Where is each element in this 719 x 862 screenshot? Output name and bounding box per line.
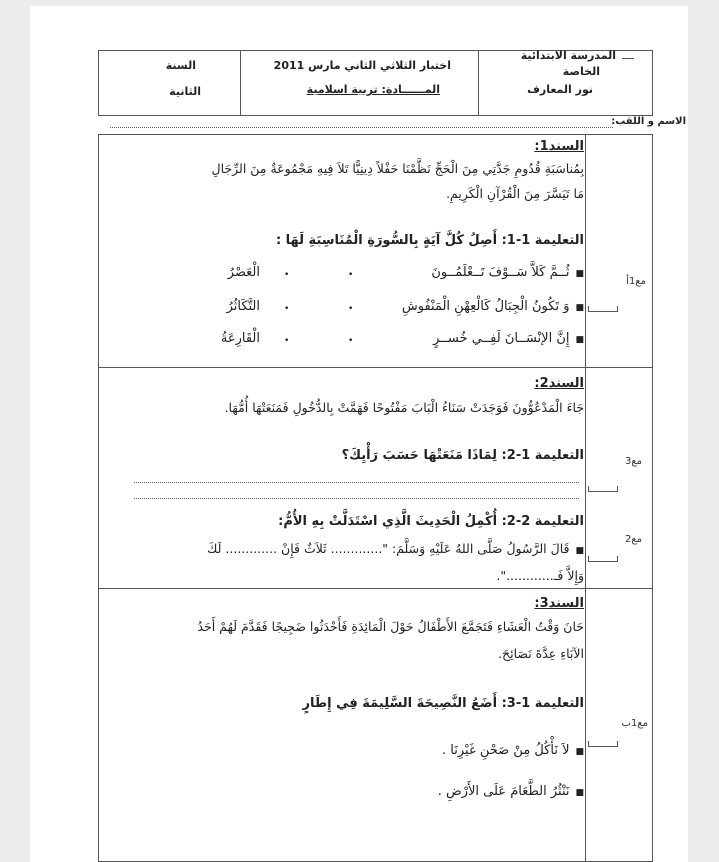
score-bracket — [588, 306, 618, 312]
verse-text: إِنَّ الإنْسَــانَ لَفِــي خُســرٍ — [433, 331, 570, 346]
header-divider-right — [478, 50, 479, 116]
verse-text: وَ تَكُونُ الْجِبَالُ كَالْعِهْنِ الْمَنْفُوشِ — [401, 299, 570, 314]
margin-divider — [585, 134, 586, 862]
school-name-line2: الخاصة — [562, 65, 600, 78]
answer-line-1[interactable] — [134, 482, 579, 483]
name-dotted-line — [110, 127, 613, 128]
school-name-line1: المدرسة الابتدائية — [520, 49, 616, 62]
score-bracket — [588, 486, 618, 492]
instruction-1-1: التعليمة 1-1: أَصِلُ كُلَّ آيَةٍ بِالسُّورَةِ الْمُنَاسِبَةِ لَهَا : — [275, 233, 584, 248]
match-dot: • — [348, 270, 354, 280]
section3-title: السند3: — [534, 596, 584, 611]
score-bracket — [588, 556, 618, 562]
criterion-mark-2: مع2 — [624, 534, 642, 545]
section2-text-line1: جَاءَ الْمَدْعُوُّونَ فَوَجَدَتْ سَنَاءُ الْبَابَ مَفْتُوحًا فَهَمَّتْ بِالدُّخُولِ فَمَنَعَتْهَا أُمُّهَا. — [224, 400, 584, 415]
match-dot: • — [348, 336, 354, 346]
bullet-icon: ■ — [575, 747, 584, 757]
hadith-line-2: وَإِلاَّ فَـ............". — [496, 568, 584, 583]
advice-text: لاَ نَأْكُلُ مِنْ صَحْنِ غَيْرِنَا . — [442, 743, 570, 758]
verse-item-1 — [431, 265, 584, 280]
instruction-3-1: التعليمة 1-3: أَضَعُ النَّصِيحَةَ السَّلِيمَةَ فِي إِطَارٍ — [302, 696, 584, 711]
bullet-icon: ■ — [575, 303, 584, 313]
header-divider-left — [240, 50, 241, 116]
advice-item-2 — [438, 784, 584, 799]
exam-sheet — [30, 6, 688, 862]
bullet-icon: ■ — [575, 788, 584, 798]
section1-text-line2: مَا تَيَسَّرَ مِنَ الْقُرْآنِ الْكَرِيمِ. — [446, 186, 584, 201]
section3-text-line2: الآبَاءِ عِدَّةَ نَصَائِحَ. — [498, 646, 584, 661]
section1-text-line1: بِمُناسَبَةِ قُدُومِ جَدَّتِي مِنَ الْحَجِّ نَظَّمْنَا حَفْلاً دِينِيًّا تَلاَ فِيهِ مَجْمُوعَةٌ مِنَ الرِّجَالِ — [211, 161, 584, 176]
advice-text: نَنْثُرُ الطَّعَامَ عَلَى الأَرْضِ . — [437, 784, 570, 799]
grade-label: السنة — [165, 59, 196, 72]
criterion-mark-1a: مع1أ — [626, 276, 646, 287]
criterion-mark-1b: مع1ب — [621, 718, 648, 729]
section2-title: السند2: — [534, 376, 584, 391]
bullet-icon: ■ — [575, 269, 584, 279]
hadith-line-1 — [207, 541, 584, 556]
bullet-icon: ■ — [575, 546, 584, 556]
hadith-start-text: قَالَ الرَّسُولُ صَلَّى اللهُ عَلَيْهِ وَسَلَّمَ: "............. ثَلاَثٌ فَإِنْ ............. لَكَ — [207, 541, 570, 556]
subject-line: المــــــادة: تربية اسلامية — [306, 83, 440, 96]
surah-item-2: التَّكَاثُرُ — [226, 299, 260, 314]
section-divider-2 — [98, 588, 653, 589]
exam-title: اختبار الثلاثي الثاني مارس 2011 — [273, 59, 451, 72]
name-label: الاسم و اللقب: — [611, 116, 686, 127]
instruction-2-1: التعليمة 1-2: لِمَاذَا مَنَعَتْهَا حَسَبَ رَأْيِكَ؟ — [341, 448, 584, 463]
grade-value: الثانية — [169, 85, 201, 98]
school-name-line3: نور المعارف — [527, 83, 593, 96]
match-dot: • — [284, 304, 290, 314]
section3-text-line1: حَانَ وَقْتُ الْعَشَاءِ فَتَجَمَّعَ الأَطْفَالُ حَوْلَ الْمَائِدَةِ فَأَحْدَثُوا ضَجِيجًا فَقَدَّمَ لَهُمْ أَحَدُ — [197, 619, 584, 634]
score-bracket — [588, 741, 618, 747]
bullet-icon: ■ — [575, 335, 584, 345]
header-dash — [622, 58, 634, 59]
instruction-2-2: التعليمة 2-2: أُكْمِلُ الْحَدِيثَ الَّذِي اسْتَدَلَّتْ بِهِ الأُمُّ: — [278, 514, 584, 529]
surah-item-1: الْعَصْرُ — [227, 265, 260, 280]
section1-title: السند1: — [534, 139, 584, 154]
surah-item-3: الْقَارِعَةُ — [220, 331, 260, 346]
criterion-mark-3: مع3 — [624, 456, 642, 467]
verse-item-3 — [433, 331, 584, 346]
answer-line-2[interactable] — [134, 498, 579, 499]
match-dot: • — [284, 336, 290, 346]
verse-item-2 — [402, 299, 584, 314]
advice-item-1 — [442, 743, 584, 758]
match-dot: • — [348, 304, 354, 314]
match-dot: • — [284, 270, 290, 280]
verse-text: ثُــمَّ كَلاَّ سَــوْفَ تَــعْلَمُــونَ — [431, 265, 570, 280]
section-divider-1 — [98, 367, 653, 368]
